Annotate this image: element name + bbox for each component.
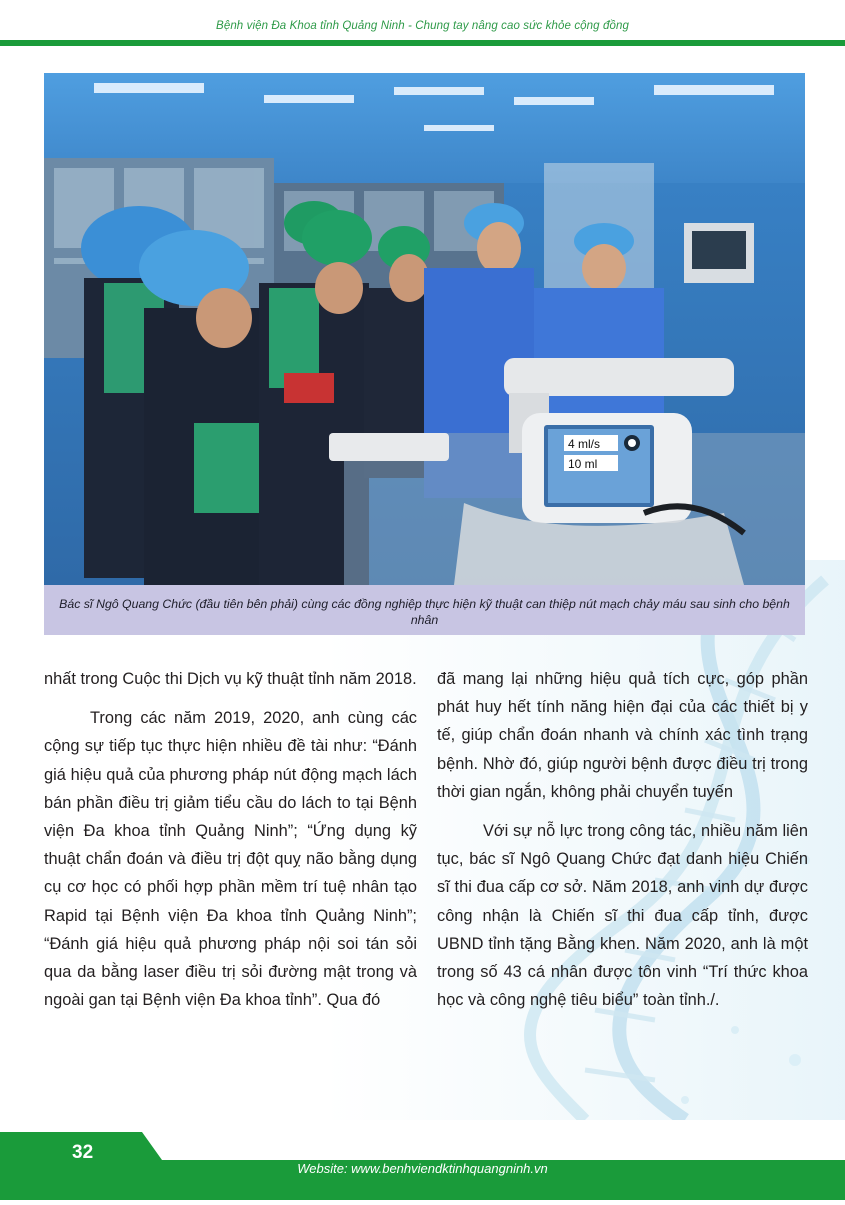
paragraph: Trong các năm 2019, 2020, anh cùng các cộng sự tiếp tục thực hiện nhiều đề tài như: “Đánh giá hiệu quả của phương pháp nút động mạch lách bán phần điều trị giảm tiểu cầu do lách to tại Bệnh viện Đa khoa tỉnh Quảng Ninh”; “Ứng dụng kỹ thuật chẩn đoán và điều trị đột quỵ não bằng dụng cụ cơ học có phối hợp phần mềm trí tuệ nhân tạo Rapid tại Bệnh viện Đa khoa tỉnh Quảng Ninh”; “Đánh giá hiệu quả phương pháp nội soi tán sỏi qua da bằng laser điều trị sỏi đường mật trong và ngoài gan tại Bệnh viện Đa khoa tỉnh”. Qua đó [44, 709, 417, 1010]
monitor-volume: 10 ml [568, 457, 598, 471]
page-number: 32 [72, 1142, 94, 1163]
paragraph: đã mang lại những hiệu quả tích cực, góp phần phát huy hết tính năng hiện đại của các thiết bị y tế, giúp chẩn đoán nhanh và chính xác tình trạng bệnh. Nhờ đó, giúp người bệnh được điều trị trong thời gian ngắn, không phải chuyển tuyến [437, 670, 808, 801]
monitor-flow-rate: 4 ml/s [568, 437, 601, 451]
article-column-left [44, 665, 417, 1025]
article-column-right [437, 665, 808, 1025]
paragraph: Với sự nỗ lực trong công tác, nhiều năm liên tục, bác sĩ Ngô Quang Chức đạt danh hiệu Chiến sĩ thi đua cấp cơ sở. Năm 2018, anh vinh dự được công nhận là Chiến sĩ thi đua cấp tỉnh, được UBND tỉnh tặng Bằng khen. Năm 2020, anh là một trong số 43 cá nhân được tôn vinh “Trí thức khoa học và công nghệ tiêu biểu” toàn tỉnh./. [437, 822, 808, 1010]
paragraph: nhất trong Cuộc thi Dịch vụ kỹ thuật tỉnh năm 2018. [44, 670, 417, 688]
running-header: Bệnh viện Đa Khoa tỉnh Quảng Ninh - Chung tay nâng cao sức khỏe cộng đồng [216, 20, 629, 32]
photo-caption: Bác sĩ Ngô Quang Chức (đầu tiên bên phải) cùng các đồng nghiệp thực hiện kỹ thuật can thiệp nút mạch chảy máu sau sinh cho bệnh nhân [44, 585, 805, 635]
operating-room-photo [44, 73, 805, 585]
footer-website: Website: www.benhviendktinhquangninh.vn [297, 1161, 548, 1176]
header-bar [0, 40, 845, 46]
